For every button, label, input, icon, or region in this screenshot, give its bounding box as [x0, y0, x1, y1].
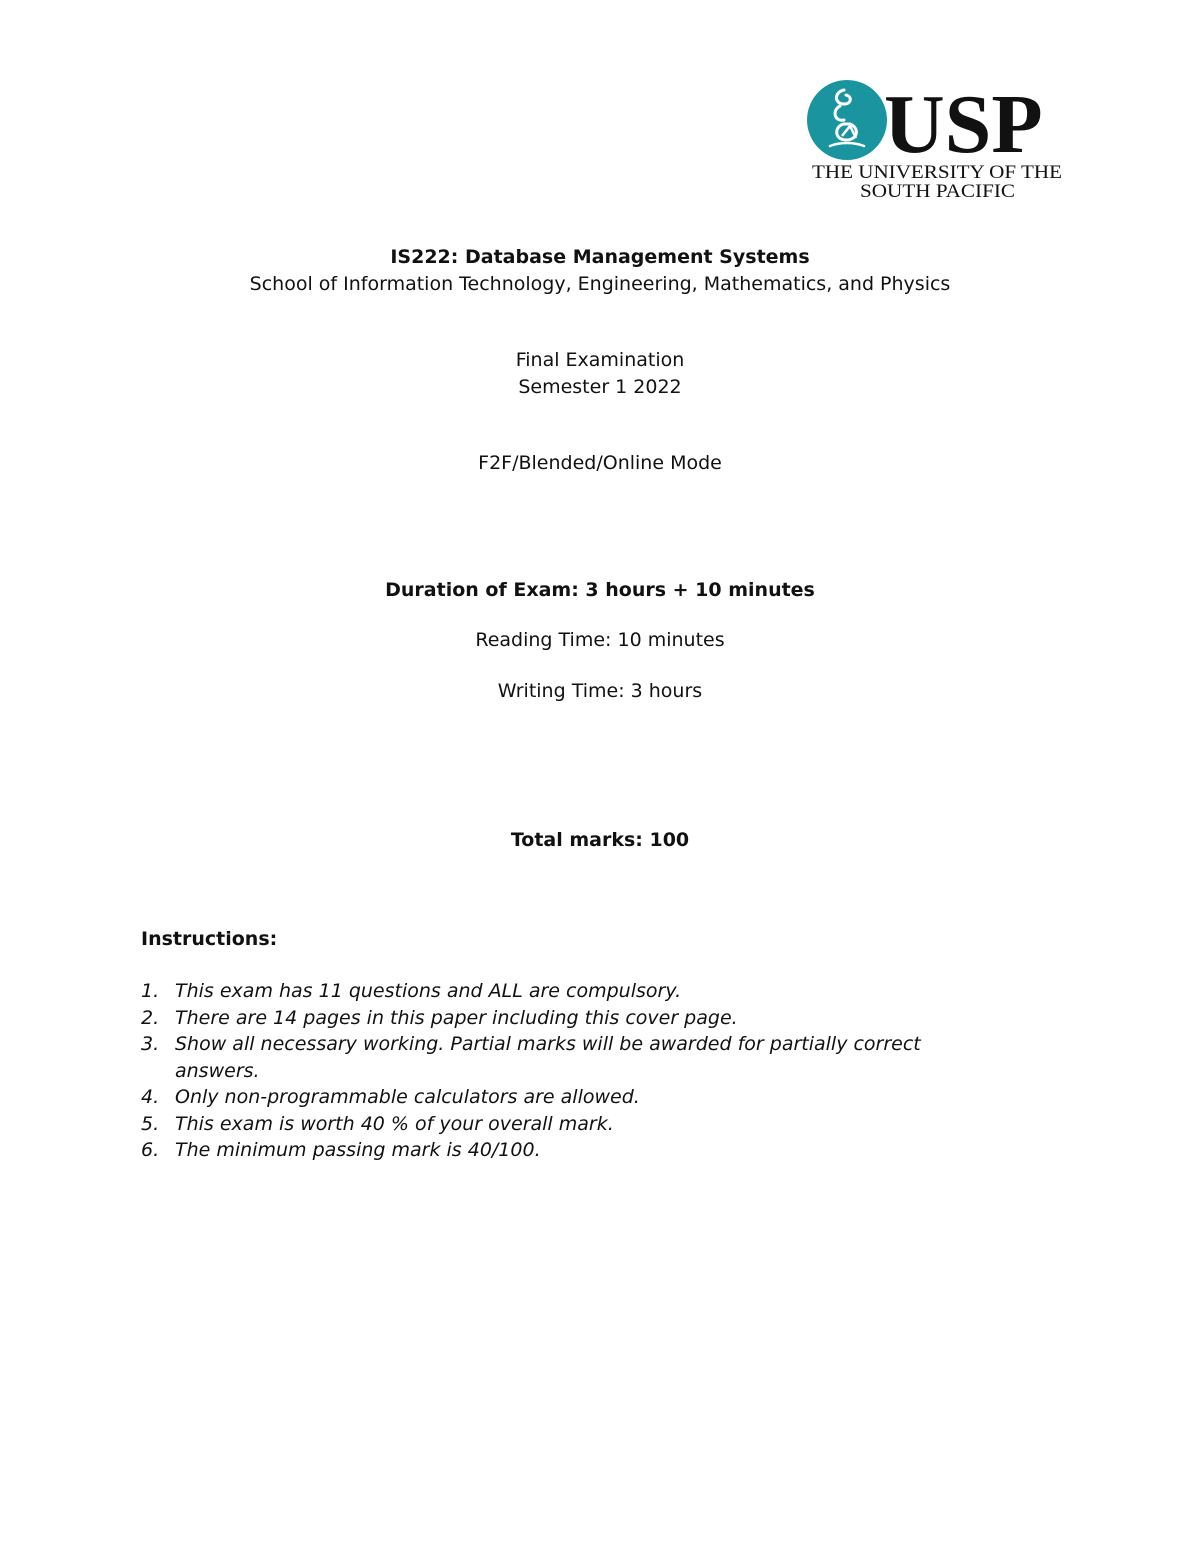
exam-info [0, 347, 1200, 401]
instruction-item [141, 1137, 1001, 1164]
instruction-text: This exam has 11 questions and ALL are compulsory. [175, 980, 682, 1002]
total-marks: Total marks: 100 [510, 829, 690, 851]
instructions-heading: Instructions: [141, 928, 278, 950]
instruction-text: Only non-programmable calculators are allowed. [175, 1086, 640, 1108]
instruction-text: The minimum passing mark is 40/100. [175, 1139, 541, 1161]
reading-time: Reading Time: 10 minutes [475, 629, 725, 651]
instruction-text: This exam is worth 40 % of your overall mark. [175, 1112, 614, 1135]
duration-block [0, 577, 1200, 604]
course-title: IS222: Database Management Systems [390, 246, 810, 268]
exam-duration: Duration of Exam: 3 hours + 10 minutes [385, 579, 815, 601]
logo-subtitle-line2: SOUTH PACIFIC [860, 181, 1015, 202]
logo-subtitle-line1: THE UNIVERSITY OF THE [812, 162, 1062, 183]
instruction-item [141, 1111, 1001, 1138]
usp-logo-graphic [804, 80, 1066, 204]
reading-time-block [0, 627, 1200, 654]
instruction-text: There are 14 pages in this paper including this cover page. [175, 1006, 738, 1029]
course-header [0, 244, 1200, 298]
instruction-item [141, 1084, 1001, 1111]
instruction-text: Show all necessary working. Partial marks will be awarded for partially correct answers. [175, 1033, 921, 1082]
instruction-number: 6. [141, 1139, 160, 1161]
instructions-list [141, 978, 1001, 1164]
instruction-item [141, 978, 1001, 1005]
logo-emblem-circle [807, 80, 887, 160]
exam-mode-block [0, 450, 1200, 477]
instruction-number: 5. [141, 1112, 160, 1135]
total-marks-block [0, 827, 1200, 854]
writing-time-block [0, 678, 1200, 705]
exam-mode: F2F/Blended/Online Mode [478, 452, 722, 474]
logo-wordmark: USP [884, 80, 1043, 171]
instruction-number: 2. [141, 1006, 160, 1029]
exam-type: Final Examination [515, 349, 685, 371]
writing-time: Writing Time: 3 hours [497, 680, 703, 702]
instruction-number: 4. [141, 1086, 160, 1108]
instruction-item [141, 1031, 1001, 1084]
usp-logo [804, 80, 1066, 204]
instruction-number: 1. [141, 980, 160, 1002]
instruction-number: 3. [141, 1033, 160, 1055]
school-name: School of Information Technology, Engineering, Mathematics, and Physics [249, 273, 951, 295]
instruction-item [141, 1005, 1001, 1032]
exam-semester: Semester 1 2022 [518, 376, 682, 398]
